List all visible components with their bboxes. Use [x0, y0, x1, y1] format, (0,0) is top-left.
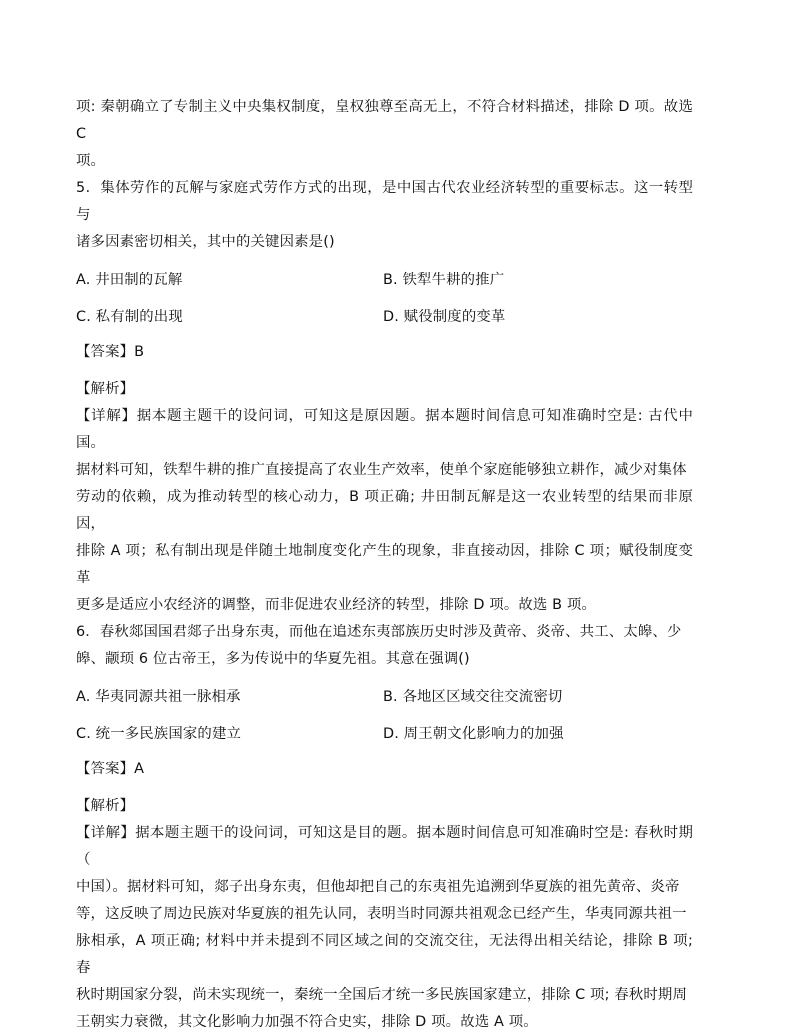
- option-b: B. 铁犁牛耕的推广: [383, 272, 505, 288]
- answer-line: 【答案】B: [76, 344, 145, 360]
- detail-line: 据材料可知，铁犁牛耕的推广直接提高了农业生产效率，使单个家庭能够独立耕作，减少对集体: [76, 462, 687, 478]
- stem-line: 5．集体劳作的瓦解与家庭式劳作方式的出现，是中国古代农业经济转型的重要标志。这一转型与: [76, 180, 693, 223]
- detail-explanation: [76, 820, 693, 1036]
- stem-line: 6．春秋郯国国君郯子出身东夷，而他在追述东夷部族历史时涉及黄帝、炎帝、共工、太皞、少: [76, 624, 682, 640]
- option-b: B. 各地区区域交往交流密切: [383, 689, 563, 705]
- detail-line: 等，这反映了周边民族对华夏族的祖先认同，表明当时同源共祖观念已经产生，华夷同源共祖一: [76, 906, 687, 922]
- detail-line: 中国）。据材料可知，郯子出身东夷，但他却把自己的东夷祖先追溯到华夏族的祖先黄帝、炎帝: [76, 879, 680, 895]
- option-c: C. 私有制的出现: [76, 309, 183, 325]
- question-5: [76, 175, 693, 619]
- stem-line: 皞、颛顼 6 位古帝王，多为传说中的华夏先祖。其意在强调(): [76, 651, 470, 667]
- detail-line: 王朝实力衰微，其文化影响力加强不符合史实，排除 D 项。故选 A 项。: [76, 1014, 538, 1030]
- question-6: [76, 619, 693, 1036]
- option-c: C. 统一多民族国家的建立: [76, 726, 242, 742]
- detail-line: 【详解】据本题主题干的设问词，可知这是目的题。据本题时间信息可知准确时空是: 春秋时期（: [76, 825, 693, 868]
- detail-line: 更多是适应小农经济的调整，而非促进农业经济的转型，排除 D 项。故选 B 项。: [76, 597, 596, 613]
- stem-line: 诸多因素密切相关，其中的关键因素是(): [76, 234, 335, 250]
- text-line: 项。: [76, 153, 106, 169]
- options-grid: [76, 267, 693, 331]
- previous-explanation-tail: [76, 94, 693, 175]
- detail-line: 脉相承，A 项正确; 材料中并未提到不同区域之间的交流交往，无法得出相关结论，排除 B 项; 春: [76, 933, 693, 976]
- detail-line: 劳动的依赖，成为推动转型的核心动力，B 项正确; 井田制瓦解是这一农业转型的结果而非原因，: [76, 489, 693, 532]
- detail-line: 【详解】据本题主题干的设问词，可知这是原因题。据本题时间信息可知准确时空是: 古代中国。: [76, 408, 693, 451]
- detail-line: 秋时期国家分裂，尚未实现统一，秦统一全国后才统一多民族国家建立，排除 C 项; 春秋时期周: [76, 987, 687, 1003]
- answer-line: 【答案】A: [76, 761, 145, 777]
- question-stem: [76, 175, 693, 256]
- option-d: D. 周王朝文化影响力的加强: [383, 726, 564, 742]
- analysis-label: 【解析】: [76, 381, 135, 397]
- option-a: A. 井田制的瓦解: [76, 272, 183, 288]
- option-d: D. 赋役制度的变革: [383, 309, 506, 325]
- analysis-label: 【解析】: [76, 798, 135, 814]
- option-a: A. 华夷同源共祖一脉相承: [76, 689, 241, 705]
- options-grid: [76, 684, 693, 748]
- question-stem: [76, 619, 693, 673]
- detail-line: 排除 A 项；私有制出现是伴随土地制度变化产生的现象，非直接动因，排除 C 项；赋役制度变革: [76, 543, 693, 586]
- detail-explanation: [76, 403, 693, 619]
- text-line: 项: 秦朝确立了专制主义中央集权制度，皇权独尊至高无上，不符合材料描述，排除 D 项。故选 C: [76, 99, 693, 142]
